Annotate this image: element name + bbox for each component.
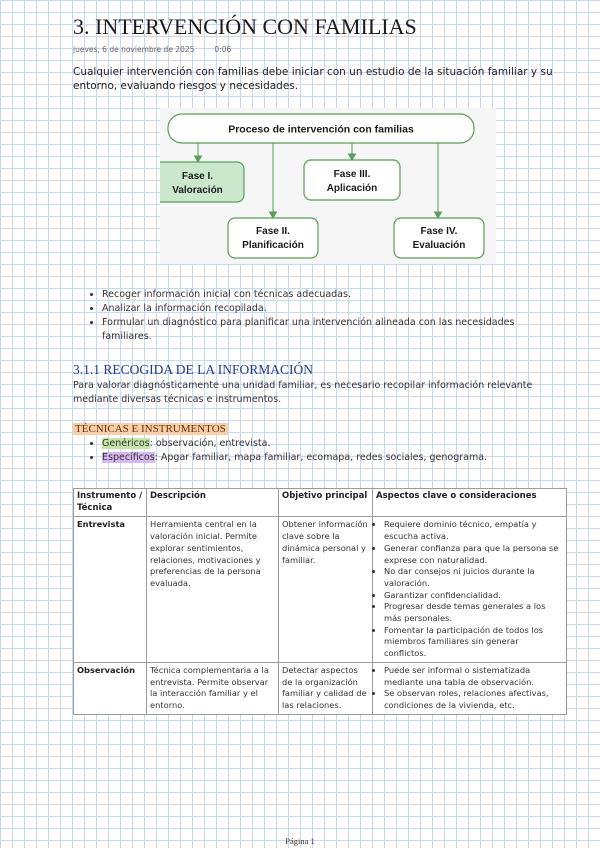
phase-4-name: Evaluación xyxy=(412,240,466,251)
specific-text: : Apgar familiar, mapa familiar, ecomapa, redes sociales, genograma. xyxy=(154,452,488,463)
page-footer: Página 1 xyxy=(285,836,315,846)
phase-3-label: Fase III. xyxy=(333,169,371,180)
phase-3-name: Aplicación xyxy=(326,183,378,194)
generic-text: : observación, entrevista. xyxy=(149,438,271,449)
table-cell xyxy=(373,662,567,714)
phase-3-box xyxy=(304,160,400,200)
list-item xyxy=(102,451,556,465)
process-steps-list xyxy=(86,288,546,344)
list-item: • Analizar la información recopilada. xyxy=(102,302,546,316)
page-date: jueves, 6 de noviembre de 2025 xyxy=(73,45,195,54)
table-header-row xyxy=(74,489,567,517)
generic-label: Genéricos xyxy=(102,438,150,449)
techniques-list xyxy=(86,437,556,465)
list-item: • Fomentar la participación de todos los miembros familiares sin generar conflictos. xyxy=(384,625,563,660)
phase-2-label: Fase II. xyxy=(256,226,290,237)
specific-label: Específicos xyxy=(102,452,155,463)
page-time: 0:06 xyxy=(214,45,232,54)
list-item: • Progresar desde temas generales a los más personales. xyxy=(384,601,563,624)
phase-1-box xyxy=(160,162,244,202)
list-item: • Se observan roles, relaciones afectivas, condiciones de la vivienda, etc. xyxy=(384,688,563,711)
table-cell: Entrevista xyxy=(74,517,147,662)
table-cell xyxy=(373,517,567,662)
column-header: Descripción xyxy=(147,489,279,517)
table-cell: Obtener información clave sobre la dinámica personal y familiar. xyxy=(279,517,373,662)
table-row xyxy=(74,517,567,662)
column-header: Aspectos clave o consideraciones xyxy=(373,489,567,517)
column-header: Instrumento / Técnica xyxy=(74,489,147,517)
phase-1-name: Valoración xyxy=(172,185,223,196)
table-cell: Técnica complementaria a la entrevista. Permite observar la interacción familiar y el entorno. xyxy=(147,662,279,714)
list-item: • Formular un diagnóstico para planificar una intervención alineada con las necesidades familiares. xyxy=(102,316,546,344)
table-row xyxy=(74,662,567,714)
list-item: • Garantizar confidencialidad. xyxy=(384,590,563,602)
diagram-title: Proceso de intervención con familias xyxy=(228,123,414,136)
techniques-heading: TÉCNICAS E INSTRUMENTOS xyxy=(75,423,226,435)
list-item: • Generar confianza para que la persona se exprese con naturalidad. xyxy=(384,543,563,566)
table-cell: Observación xyxy=(74,662,147,714)
section-heading: 3.1.1 RECOGIDA DE LA INFORMACIÓN xyxy=(73,362,314,377)
page-title: 3. INTERVENCIÓN CON FAMILIAS xyxy=(73,14,417,39)
process-diagram xyxy=(160,108,496,264)
list-item: • Recoger información inicial con técnicas adecuadas. xyxy=(102,288,546,302)
section-paragraph: Para valorar diagnósticamente una unidad familiar, es necesario recopilar información relevante mediante diversas técnicas e instrumentos. xyxy=(73,380,533,405)
page-meta xyxy=(73,45,231,54)
list-item: • No dar consejos ni juicios durante la valoración. xyxy=(384,566,563,589)
phase-2-box xyxy=(228,218,318,258)
instruments-table xyxy=(73,488,567,715)
phase-2-name: Planificación xyxy=(242,240,304,251)
column-header: Objetivo principal xyxy=(279,489,373,517)
intro-paragraph: Cualquier intervención con familias debe iniciar con un estudio de la situación familiar y su entorno, evaluando riesgos y necesidades. xyxy=(73,66,553,92)
phase-1-label: Fase I. xyxy=(181,171,214,182)
list-item: • Puede ser informal o sistematizada mediante una tabla de observación. xyxy=(384,665,563,688)
list-item: • Requiere dominio técnico, empatía y escucha activa. xyxy=(384,519,563,542)
table-cell: Detectar aspectos de la organización familiar y calidad de las relaciones. xyxy=(279,662,373,714)
list-item xyxy=(102,437,556,451)
phase-4-label: Fase IV. xyxy=(420,226,458,237)
table-cell: Herramienta central en la valoración inicial. Permite explorar sentimientos, relaciones, motivaciones y preferencias de la persona evaluada. xyxy=(147,517,279,662)
phase-4-box xyxy=(394,218,484,258)
